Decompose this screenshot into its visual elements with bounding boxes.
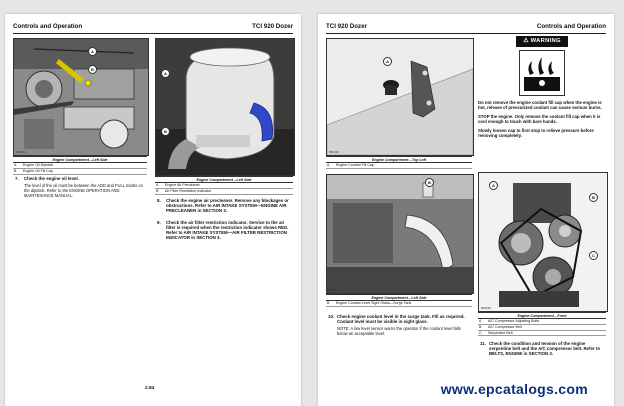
page-number: 2.84 (145, 386, 155, 391)
legend-row: B A/C Compressor Belt (478, 325, 606, 331)
callout-b: B (425, 178, 434, 187)
figure-code: 860017 (329, 288, 340, 292)
callout-a: A (383, 57, 392, 66)
header-left-title: TCI 920 Dozer (326, 23, 367, 30)
legend-row: A Engine Air Precleaner (155, 183, 293, 189)
surge-tank-illustration (327, 175, 473, 293)
callout-b: B (589, 193, 598, 202)
warning-text-2: STOP the engine. Only remove the coolant fill cap when it is cool enough to touch with bare hands. (478, 114, 601, 124)
warning-text-3: Slowly loosen cap to first stop to relieve pressure before removing completely. (478, 128, 594, 138)
callout-a: A (161, 69, 170, 78)
step-9: 9. Check the air filter restriction indicator. Service to the air filter is required when the restriction indicator shows RED. Refer to AIR INTAKE SYSTEM—AIR FILTER RESTRICTION INDICATOR in SECTION 3. (157, 220, 293, 240)
figure3-caption (478, 312, 606, 336)
step-10: 10. Check engine coolant level in the surge tank. Fill as required. Coolant level must be visible in sight glass. NOTE: A low level sensor warns the operator if the coolant level falls below an acceptable level. (328, 314, 472, 336)
step-body: The level of the oil must be between the ADD and FULL marks on the dipstick. Refer to the ENGINE OPERATION AND MAINTENANCE MANUAL. (24, 183, 143, 199)
figure-code: 860015 (158, 170, 169, 174)
engine-front-illustration (479, 173, 607, 311)
figure-title: Engine Compartment—Top Left (326, 156, 472, 163)
callout-c: C (589, 251, 598, 260)
coolant-cap-photo (326, 38, 474, 156)
steam-hazard-icon (520, 51, 564, 95)
step-7: 7. Check the engine oil level. The level of the oil must be between the ADD and FULL marks on the dipstick. Refer to the ENGINE OPERATION AND MAINTENANCE MANUAL. (15, 176, 145, 198)
step-heading: Check the engine air precleaner. Remove any blockages or obstructions. Refer to AIR INTAKE SYSTEM—ENGINE AIR PRECLEANER in SECTION 3. (166, 198, 289, 214)
warning-badge: ⚠ WARNING (516, 36, 568, 47)
figure-title: Engine Compartment—Left Side (326, 294, 472, 301)
header-rule (326, 33, 606, 34)
header-right-title: Controls and Operation (536, 23, 606, 30)
warning-text-1: Do not remove the engine coolant fill cap when the engine is hot, release of pressurized coolant can cause serious burns. (478, 100, 602, 110)
precleaner-illustration (156, 39, 294, 175)
header-rule (13, 33, 293, 34)
right-page-header (326, 20, 606, 32)
header-left-title: Controls and Operation (13, 23, 83, 30)
callout-b: B (88, 65, 97, 74)
sight-glass-photo (326, 174, 474, 294)
legend-row: C Serpentine Belt (478, 331, 606, 337)
burn-hazard-pictogram (519, 50, 565, 96)
step-heading: Check the condition and tension of the engine serpentine belt and the A/C compressor belt. Refer to BELTS, ENGINE in SECTION 3. (489, 341, 601, 357)
callout-b: B (161, 127, 170, 136)
figure2-caption (326, 294, 472, 307)
step-note: NOTE: A low level sensor warns the operator if the coolant level falls below an acceptable level. (337, 326, 461, 337)
figure-title: Engine Compartment—Front (478, 312, 606, 319)
coolant-cap-illustration (327, 39, 473, 155)
callout-a: A (489, 181, 498, 190)
left-page-header (13, 20, 293, 32)
step-11: 11. Check the condition and tension of the engine serpentine belt and the A/C compressor belt. Refer to BELTS, ENGINE in SECTION 3. (480, 341, 606, 356)
figure1-caption (326, 156, 472, 169)
engine-front-photo (478, 172, 608, 312)
warning-triangle-icon: ⚠ (523, 38, 529, 44)
legend-row: B Engine Oil Fill Cap (13, 169, 147, 175)
step-8: 8. Check the engine air precleaner. Remove any blockages or obstructions. Refer to AIR INTAKE SYSTEM—ENGINE AIR PRECLEANER in SECTION 3. (157, 198, 293, 213)
figure-code: 860016 (329, 150, 340, 154)
left-page (5, 14, 301, 406)
engine-left-photo (13, 38, 149, 156)
figure-code: 860018 (481, 306, 492, 310)
warning-block (478, 36, 606, 138)
legend-row: B Air Filter Restriction Indicator (155, 189, 293, 195)
figure-title: Engine Compartment—Left Side (155, 176, 293, 183)
step-heading: Check the air filter restriction indicator. Service to the air filter is required when the restriction indicator shows RED. Refer to AIR INTAKE SYSTEM—AIR FILTER RESTRICTION INDICATOR in SECTION 3. (166, 220, 289, 241)
figure-code: 860014 (16, 150, 27, 154)
legend-row: A A/C Compressor Adjusting Bolts (478, 319, 606, 325)
legend-row: A Engine Oil Dipstick (13, 163, 147, 169)
figure1-caption (13, 156, 147, 175)
legend-row: B Engine Coolant Level Sight Glass—Surge Tank (326, 301, 472, 307)
step-heading: Check engine coolant level in the surge tank. Fill as required. Coolant level must be visible in sight glass. (337, 314, 465, 325)
right-page (318, 14, 614, 406)
legend-row: A Engine Coolant Fill Cap (326, 163, 472, 169)
figure2-caption (155, 176, 293, 195)
header-right-title: TCI 920 Dozer (252, 23, 293, 30)
figure-title: Engine Compartment—Left Side (13, 156, 147, 163)
watermark-link[interactable]: www.epcatalogs.com (440, 381, 588, 397)
engine-illustration (14, 39, 148, 155)
callout-a: A (88, 47, 97, 56)
step-heading: Check the engine oil level. (24, 176, 79, 181)
air-precleaner-photo (155, 38, 295, 176)
